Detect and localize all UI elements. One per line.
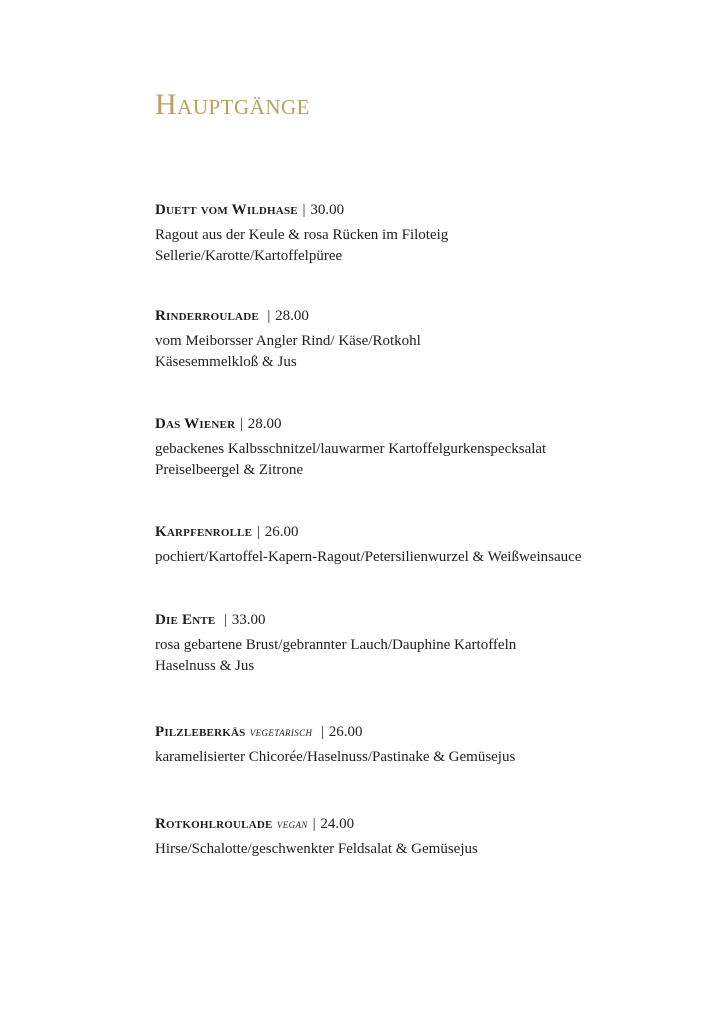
dish-separator: | — [236, 416, 247, 432]
dish-header — [155, 200, 695, 220]
dish-price: 33.00 — [231, 612, 266, 628]
dish-description — [155, 747, 695, 768]
dish-description-line: Haselnuss & Jus — [155, 658, 255, 674]
dish-header — [155, 610, 695, 630]
page-title: Hauptgänge — [155, 88, 310, 121]
dish-item — [155, 722, 695, 768]
dish-header — [155, 306, 695, 326]
dish-separator: | — [308, 816, 320, 832]
dish-description — [155, 331, 695, 373]
dish-description-line: Sellerie/Karotte/Kartoffelpüree — [155, 248, 343, 264]
dish-item — [155, 522, 695, 568]
dish-price: 30.00 — [310, 202, 345, 218]
dish-description — [155, 839, 695, 860]
dish-separator: | — [313, 724, 328, 740]
dish-price: 24.00 — [320, 816, 355, 832]
dish-description-line: vom Meiborsser Angler Rind/ Käse/Rotkohl — [155, 333, 421, 349]
dish-description-line: karamelisierter Chicorée/Haselnuss/Pastinake & Gemüsejus — [155, 749, 516, 765]
dish-price: 26.00 — [328, 724, 363, 740]
dish-description — [155, 439, 695, 481]
dish-item — [155, 306, 695, 373]
dish-item — [155, 414, 695, 481]
dish-name: Duett vom Wildhase — [155, 202, 298, 218]
dish-description-line: Käsesemmelkloß & Jus — [155, 354, 297, 370]
dish-description — [155, 225, 695, 267]
dish-tag: vegetarisch — [249, 724, 313, 739]
dish-description-line: Ragout aus der Keule & rosa Rücken im Filoteig — [155, 227, 449, 243]
dish-name: Pilzleberkäs — [155, 724, 246, 740]
dish-header — [155, 414, 695, 434]
dish-name: Rinderroulade — [155, 308, 259, 324]
dish-description-line: gebackenes Kalbsschnitzel/lauwarmer Kartoffelgurkenspecksalat — [155, 441, 547, 457]
dish-price: 26.00 — [264, 524, 299, 540]
dish-description — [155, 635, 695, 677]
dish-description — [155, 547, 695, 568]
dish-tag: vegan — [276, 816, 308, 831]
dish-price: 28.00 — [247, 416, 282, 432]
dish-description-line: Preiselbeergel & Zitrone — [155, 462, 304, 478]
dish-description-line: Hirse/Schalotte/geschwenkter Feldsalat & Gemüsejus — [155, 841, 478, 857]
dish-name: Rotkohlroulade — [155, 816, 273, 832]
dish-description-line: pochiert/Kartoffel-Kapern-Ragout/Petersilienwurzel & Weißweinsauce — [155, 549, 582, 565]
dish-price: 28.00 — [275, 308, 309, 324]
dish-header — [155, 814, 695, 834]
dish-separator: | — [253, 524, 264, 540]
dish-separator: | — [216, 612, 231, 628]
dish-header — [155, 522, 695, 542]
dish-name: Die Ente — [155, 612, 216, 628]
dish-description-line: rosa gebartene Brust/gebrannter Lauch/Dauphine Kartoffeln — [155, 637, 517, 653]
dish-name: Karpfenrolle — [155, 524, 253, 540]
dish-separator: | — [298, 202, 310, 218]
dish-separator: | — [259, 308, 275, 324]
dish-item — [155, 200, 695, 267]
dish-header — [155, 722, 695, 742]
dish-item — [155, 610, 695, 677]
dish-item — [155, 814, 695, 860]
dish-name: Das Wiener — [155, 416, 236, 432]
